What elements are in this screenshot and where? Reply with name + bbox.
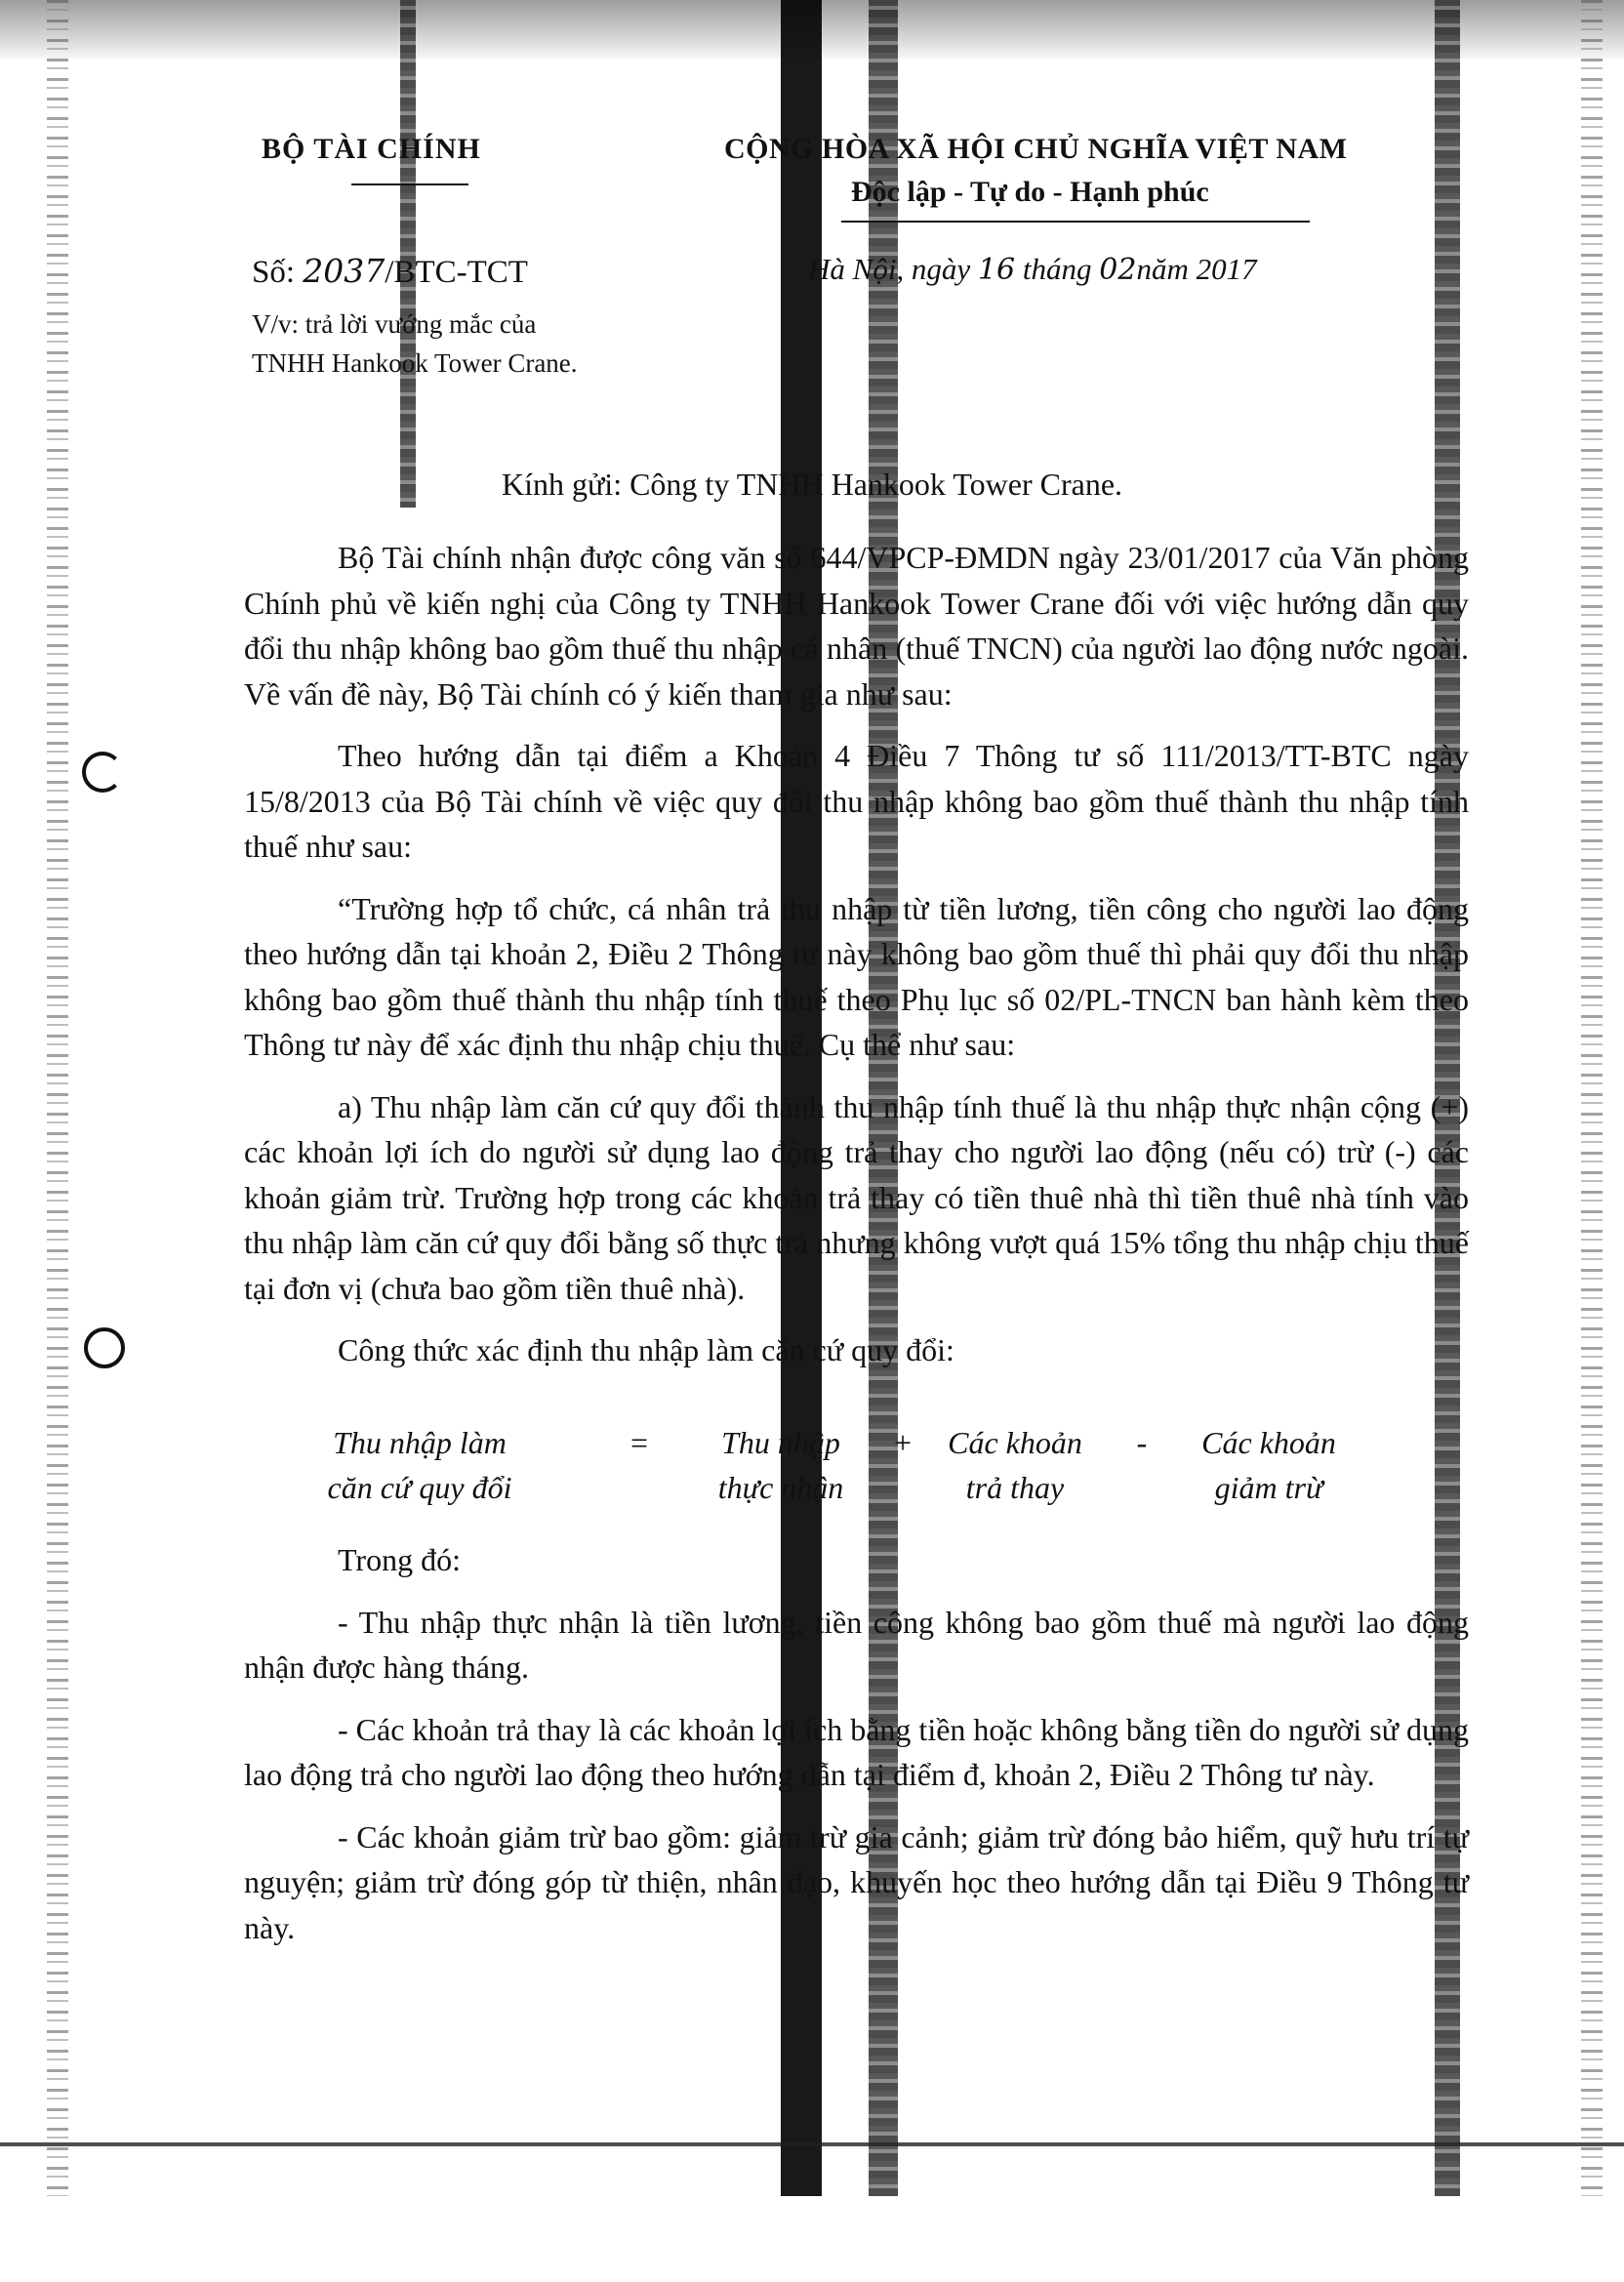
ministry-underline xyxy=(351,183,468,185)
ministry-name: BỘ TÀI CHÍNH xyxy=(262,133,481,165)
document-number xyxy=(252,252,528,291)
date-year: năm 2017 xyxy=(1136,252,1257,286)
doc-number-handwritten: 2037 xyxy=(303,252,386,290)
subject-line-1: V/v: trả lời vướng mắc của xyxy=(252,309,537,339)
punch-hole-mark xyxy=(82,752,123,793)
formula-term-line: thực nhận xyxy=(717,1470,844,1505)
body-paragraph: Trong đó: xyxy=(338,1542,461,1577)
formula-term-deductions xyxy=(1171,1420,1366,1510)
doc-number-prefix: Số: xyxy=(252,255,296,290)
formula-lhs-line: căn cứ quy đổi xyxy=(327,1470,512,1505)
formula-term-line: giảm trừ xyxy=(1214,1470,1323,1505)
salutation: Kính gửi: Công ty TNHH Hankook Tower Crane. xyxy=(501,467,1123,502)
date-month-label: tháng xyxy=(1022,252,1092,286)
letter-body-continued xyxy=(244,1537,1469,1967)
body-paragraph: Theo hướng dẫn tại điểm a Khoản 4 Điều 7 Thông tư số 111/2013/TT-BTC ngày 15/8/2013 của Bộ Tài chính về việc quy đổi thu nhập không bao gồm thuế thành thu nhập tính thuế như sau: xyxy=(244,738,1469,864)
date-day: 16 xyxy=(977,253,1016,287)
scan-bottom-edge xyxy=(0,2142,1624,2146)
formula-lhs-line: Thu nhập làm xyxy=(333,1425,507,1460)
document-date xyxy=(808,252,1257,287)
formula-lhs xyxy=(303,1420,537,1510)
doc-number-suffix: /BTC-TCT xyxy=(385,255,528,290)
formula-plus: + xyxy=(893,1425,913,1460)
body-paragraph: “Trường hợp tổ chức, cá nhân trả thu nhập từ tiền lương, tiền công cho người lao động theo hướng dẫn tại khoản 2, Điều 2 Thông tư này không bao gồm thuế thì phải quy đổi thu nhập không bao gồm thuế thành thu nhập tính thuế theo Phụ lục số 02/PL-TNCN ban hành kèm theo Thông tư này để xác định thu nhập chịu thuế. Cụ thể như sau: xyxy=(244,890,1469,1062)
subject-line-2: TNHH Hankook Tower Crane. xyxy=(252,348,578,378)
formula-term-line: trả thay xyxy=(965,1470,1065,1505)
date-place: Hà Nội, ngày xyxy=(808,252,971,286)
national-motto: Độc lập - Tự do - Hạnh phúc xyxy=(851,176,1209,208)
motto-underline xyxy=(841,221,1310,223)
formula-term-line: Thu nhập xyxy=(721,1425,840,1460)
body-paragraph: - Các khoản giảm trừ bao gồm: giảm trừ gia cảnh; giảm trừ đóng bảo hiểm, quỹ hưu trí tự nguyện; giảm trừ đóng góp từ thiện, nhân đạo, khuyến học theo hướng dẫn tại Điều 9 Thông tư này. xyxy=(244,1818,1469,1945)
subject-line xyxy=(252,305,578,383)
body-paragraph: Bộ Tài chính nhận được công văn số 644/VPCP-ĐMDN ngày 23/01/2017 của Văn phòng Chính phủ về kiến nghị của Công ty TNHH Hankook Tower Crane đối với việc hướng dẫn quy đổi thu nhập không bao gồm thuế thu nhập cá nhân (thuế TNCN) của người lao động nước ngoài. Về vấn đề này, Bộ Tài chính có ý kiến tham gia như sau: xyxy=(244,540,1469,712)
letter-body xyxy=(244,535,1469,1390)
formula-term-line: Các khoản xyxy=(948,1425,1082,1460)
body-paragraph: Công thức xác định thu nhập làm căn cứ quy đổi: xyxy=(338,1332,954,1367)
punch-hole-mark xyxy=(84,1327,125,1368)
formula-minus: - xyxy=(1136,1425,1148,1460)
scan-edge-right xyxy=(1581,0,1603,2196)
formula-equals: = xyxy=(629,1425,649,1460)
body-paragraph: - Các khoản trả thay là các khoản lợi ích bằng tiền hoặc không bằng tiền do người sử dụng lao động trả cho người lao động theo hướng dẫn tại điểm đ, khoản 2, Điều 2 Thông tư này. xyxy=(244,1711,1469,1792)
scan-edge-left xyxy=(47,0,68,2196)
body-paragraph: a) Thu nhập làm căn cứ quy đổi thành thu nhập tính thuế là thu nhập thực nhận cộng (+) các khoản lợi ích do người sử dụng lao động trả thay cho người lao động (nếu có) trừ (-) các khoản giảm trừ. Trường hợp trong các khoản trả thay có tiền thuê nhà thì tiền thuê nhà tính vào thu nhập làm căn cứ quy đổi bằng số thực trả nhưng không vượt quá 15% tổng thu nhập chịu thuế tại đơn vị (chưa bao gồm tiền thuê nhà). xyxy=(244,1088,1469,1306)
formula-term-received xyxy=(683,1420,878,1510)
date-month: 02 xyxy=(1099,253,1137,287)
body-paragraph: - Thu nhập thực nhận là tiền lương, tiền công không bao gồm thuế mà người lao động nhận được hàng tháng. xyxy=(244,1604,1469,1685)
country-name: CỘNG HÒA XÃ HỘI CHỦ NGHĨA VIỆT NAM xyxy=(724,133,1348,165)
formula-term-paid-on-behalf xyxy=(917,1420,1113,1510)
formula-term-line: Các khoản xyxy=(1201,1425,1336,1460)
